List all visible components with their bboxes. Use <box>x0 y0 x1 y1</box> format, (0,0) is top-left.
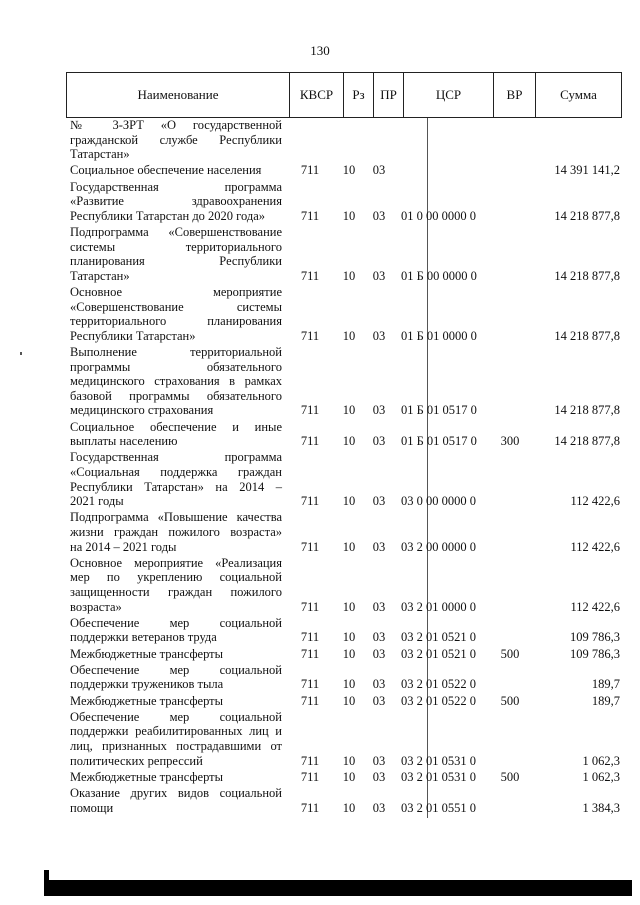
row-name-line: защищенности граждан пожилого <box>70 584 282 599</box>
row-kvsr: 711 <box>300 403 320 418</box>
header-kvsr: КВСР <box>289 73 343 117</box>
row-rz: 10 <box>342 769 356 784</box>
row-name-line: лиц, признанных пострадавшими от <box>70 738 282 753</box>
row-pr: 03 <box>372 163 386 178</box>
table-row <box>0 118 640 163</box>
row-kvsr: 711 <box>300 677 320 692</box>
row-rz: 10 <box>342 268 356 283</box>
table-row <box>0 450 640 510</box>
page-number: 130 <box>310 43 330 58</box>
row-sum: 1 062,3 <box>582 769 620 784</box>
row-csr: 03 2 00 0000 0 <box>401 539 476 554</box>
table-row <box>0 770 640 786</box>
row-name-line: Обеспечение мер социальной <box>70 662 282 677</box>
header-csr: ЦСР <box>403 73 493 117</box>
row-name-line: системы территориального <box>70 239 282 254</box>
row-name-line: Государственная программа <box>70 450 282 465</box>
row-name <box>70 694 282 709</box>
row-rz: 10 <box>342 494 356 509</box>
row-name-line: возраста» <box>70 599 122 614</box>
row-pr: 03 <box>372 646 386 661</box>
row-name-line: Основное мероприятие <box>70 284 282 299</box>
row-name <box>70 118 282 162</box>
row-pr: 03 <box>372 328 386 343</box>
row-sum: 112 422,6 <box>570 599 620 614</box>
row-name <box>70 647 282 662</box>
row-name-line: Социальное обеспечение и иные <box>70 419 282 434</box>
table-row <box>0 616 640 647</box>
row-kvsr: 711 <box>300 268 320 283</box>
row-pr: 03 <box>372 753 386 768</box>
row-name-line: мер по укреплению социальной <box>70 570 282 585</box>
row-name <box>70 420 282 449</box>
row-pr: 03 <box>372 268 386 283</box>
row-name-line: на 2014 – 2021 годы <box>70 539 177 554</box>
row-name-line: территориального планирования <box>70 314 282 329</box>
row-name-line: поддержки тружеников тыла <box>70 677 224 692</box>
row-name <box>70 770 282 785</box>
table-row <box>0 285 640 345</box>
row-name-line: Межбюджетные трансферты <box>70 693 224 708</box>
row-kvsr: 711 <box>300 769 320 784</box>
row-rz: 10 <box>342 630 356 645</box>
row-rz: 10 <box>342 328 356 343</box>
row-name-line: выплаты населению <box>70 434 178 449</box>
row-pr: 03 <box>372 693 386 708</box>
row-name-line: Республики Татарстан до 2020 года» <box>70 208 266 223</box>
row-sum: 14 218 877,8 <box>554 403 620 418</box>
header-sum: Сумма <box>535 73 621 117</box>
row-name-line: Социальное обеспечение населения <box>70 163 262 178</box>
row-name <box>70 616 282 645</box>
row-name-line: гражданской службе Республики <box>70 132 282 147</box>
row-name <box>70 450 282 508</box>
row-rz: 10 <box>342 434 356 449</box>
row-csr: 01 Б 01 0517 0 <box>401 403 477 418</box>
row-sum: 109 786,3 <box>570 630 620 645</box>
row-kvsr: 711 <box>300 693 320 708</box>
row-csr: 03 2 01 0521 0 <box>401 646 476 661</box>
row-rz: 10 <box>342 753 356 768</box>
row-name <box>70 556 282 614</box>
row-csr: 03 2 01 0551 0 <box>401 800 476 815</box>
row-sum: 112 422,6 <box>570 494 620 509</box>
row-sum: 1 062,3 <box>582 753 620 768</box>
table-body <box>0 118 640 817</box>
row-name-line: жизни граждан пожилого возраста» <box>70 524 282 539</box>
row-rz: 10 <box>342 539 356 554</box>
row-sum: 189,7 <box>591 693 620 708</box>
row-name-line: политических репрессий <box>70 753 203 768</box>
row-sum: 14 218 877,8 <box>554 434 620 449</box>
row-rz: 10 <box>342 693 356 708</box>
row-csr: 03 2 01 0531 0 <box>401 753 476 768</box>
row-name-line: Подпрограмма «Совершенствование <box>70 224 282 239</box>
row-name-line: планирования Республики <box>70 254 282 269</box>
row-kvsr: 711 <box>300 753 320 768</box>
row-kvsr: 711 <box>300 208 320 223</box>
row-pr: 03 <box>372 539 386 554</box>
row-name-line: Татарстан» <box>70 147 130 162</box>
row-pr: 03 <box>372 403 386 418</box>
row-vr: 300 <box>500 434 520 449</box>
row-name-line: базовой программы обязательного <box>70 388 282 403</box>
row-csr: 01 Б 01 0000 0 <box>401 328 477 343</box>
table-row <box>0 225 640 285</box>
row-name-line: Республики Татарстан» на 2014 – <box>70 479 282 494</box>
row-sum: 189,7 <box>591 677 620 692</box>
table-row <box>0 345 640 420</box>
row-csr: 03 0 00 0000 0 <box>401 494 476 509</box>
row-kvsr: 711 <box>300 646 320 661</box>
row-name-line: помощи <box>70 800 114 815</box>
row-csr: 03 2 01 0521 0 <box>401 630 476 645</box>
row-name-line: медицинского страхования в рамках <box>70 374 282 389</box>
row-csr: 03 2 01 0531 0 <box>401 769 476 784</box>
row-csr: 03 2 01 0522 0 <box>401 677 476 692</box>
row-name-line: Обеспечение мер социальной <box>70 709 282 724</box>
row-name-line: Оказание других видов социальной <box>70 785 282 800</box>
table-row <box>0 663 640 694</box>
row-csr: 03 2 01 0000 0 <box>401 599 476 614</box>
header-pr: ПР <box>373 73 403 117</box>
row-pr: 03 <box>372 208 386 223</box>
row-kvsr: 711 <box>300 599 320 614</box>
row-name-line: Выполнение территориальной <box>70 344 282 359</box>
row-sum: 1 384,3 <box>582 800 620 815</box>
row-name <box>70 663 282 692</box>
row-sum: 14 218 877,8 <box>554 268 620 283</box>
row-name-line: Подпрограмма «Повышение качества <box>70 510 282 525</box>
row-pr: 03 <box>372 800 386 815</box>
row-csr: 01 0 00 0000 0 <box>401 208 476 223</box>
row-name-line: «Развитие здравоохранения <box>70 194 282 209</box>
row-name <box>70 285 282 343</box>
row-name <box>70 225 282 283</box>
row-name-line: медицинского страхования <box>70 403 214 418</box>
row-name-line: Государственная программа <box>70 179 282 194</box>
row-kvsr: 711 <box>300 630 320 645</box>
table-row <box>0 786 640 817</box>
row-name-line: № 3-ЗРТ «О государственной <box>70 118 282 132</box>
header-vr: ВР <box>493 73 535 117</box>
row-name-line: программы обязательного <box>70 359 282 374</box>
row-name <box>70 163 282 178</box>
table-header <box>66 72 622 118</box>
table-row <box>0 420 640 451</box>
table-row <box>0 694 640 710</box>
row-kvsr: 711 <box>300 494 320 509</box>
row-name-line: Межбюджетные трансферты <box>70 646 224 661</box>
row-sum: 14 391 141,2 <box>554 163 620 178</box>
row-name-line: 2021 годы <box>70 494 124 509</box>
row-name-line: поддержки ветеранов труда <box>70 630 217 645</box>
row-name-line: Межбюджетные трансферты <box>70 769 224 784</box>
row-name-line: Обеспечение мер социальной <box>70 615 282 630</box>
table-row <box>0 510 640 555</box>
row-rz: 10 <box>342 677 356 692</box>
row-csr: 03 2 01 0522 0 <box>401 693 476 708</box>
row-rz: 10 <box>342 599 356 614</box>
row-name <box>70 345 282 418</box>
row-pr: 03 <box>372 677 386 692</box>
row-name-line: Республики Татарстан» <box>70 328 196 343</box>
row-name-line: «Совершенствование системы <box>70 299 282 314</box>
row-name-line: Татарстан» <box>70 268 130 283</box>
table-row <box>0 556 640 616</box>
row-pr: 03 <box>372 599 386 614</box>
row-rz: 10 <box>342 646 356 661</box>
row-name <box>70 786 282 815</box>
row-rz: 10 <box>342 403 356 418</box>
row-sum: 14 218 877,8 <box>554 208 620 223</box>
scan-speck <box>20 352 22 355</box>
row-name <box>70 510 282 554</box>
row-name-line: поддержки реабилитированных лиц и <box>70 724 282 739</box>
row-kvsr: 711 <box>300 328 320 343</box>
row-name <box>70 710 282 768</box>
table-row <box>0 180 640 225</box>
row-pr: 03 <box>372 630 386 645</box>
row-vr: 500 <box>500 646 520 661</box>
row-csr: 01 Б 00 0000 0 <box>401 268 477 283</box>
row-kvsr: 711 <box>300 539 320 554</box>
row-name <box>70 180 282 224</box>
row-csr: 01 Б 01 0517 0 <box>401 434 477 449</box>
row-vr: 500 <box>500 693 520 708</box>
row-kvsr: 711 <box>300 163 320 178</box>
row-name-line: «Социальная поддержка граждан <box>70 464 282 479</box>
row-pr: 03 <box>372 494 386 509</box>
row-sum: 109 786,3 <box>570 646 620 661</box>
row-rz: 10 <box>342 800 356 815</box>
header-name: Наименование <box>137 87 219 102</box>
table-row <box>0 647 640 663</box>
row-kvsr: 711 <box>300 434 320 449</box>
row-name-line: Основное мероприятие «Реализация <box>70 555 282 570</box>
row-kvsr: 711 <box>300 800 320 815</box>
header-rz: Рз <box>343 73 373 117</box>
table-row <box>0 163 640 179</box>
row-vr: 500 <box>500 769 520 784</box>
row-pr: 03 <box>372 434 386 449</box>
row-sum: 14 218 877,8 <box>554 328 620 343</box>
row-pr: 03 <box>372 769 386 784</box>
scan-edge-bottom <box>44 880 632 896</box>
row-rz: 10 <box>342 163 356 178</box>
row-sum: 112 422,6 <box>570 539 620 554</box>
row-rz: 10 <box>342 208 356 223</box>
table-row <box>0 710 640 770</box>
